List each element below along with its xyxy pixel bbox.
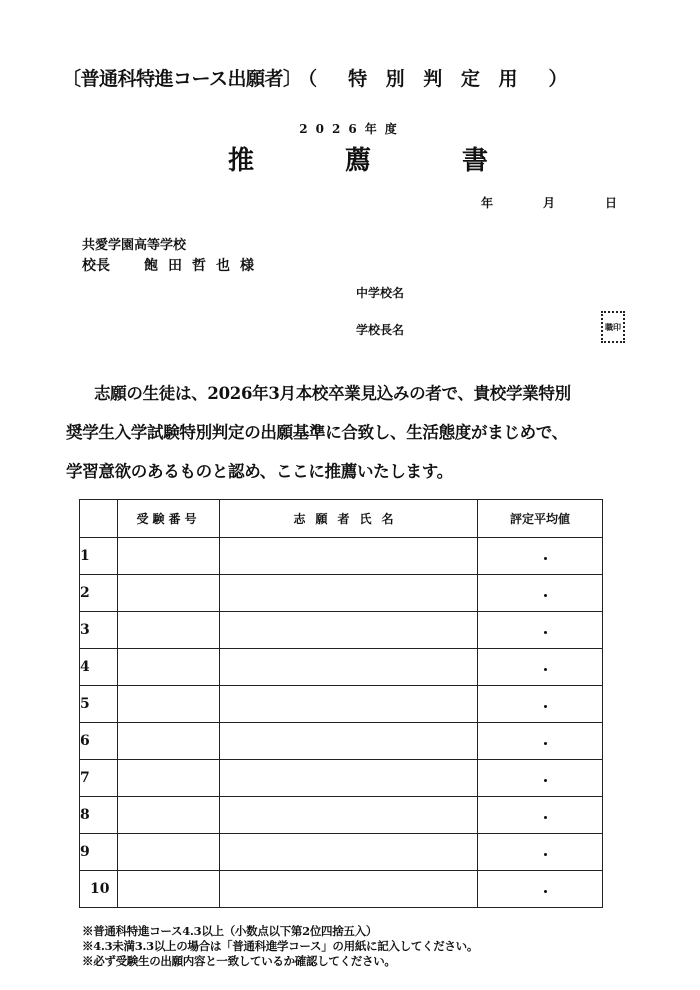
header-no xyxy=(80,500,118,538)
table-row xyxy=(80,612,603,649)
official-seal-box xyxy=(601,311,625,343)
applicant-name-cell[interactable] xyxy=(220,612,478,649)
note-line: ※4.3未満3.3以上の場合は「普通科進学コース」の用紙に記入してください。 xyxy=(82,939,479,953)
applicant-name-cell[interactable] xyxy=(220,575,478,612)
grade-average-cell[interactable] xyxy=(478,834,603,871)
header-applicant-name: 志願者氏名 xyxy=(220,500,478,538)
grade-average-cell[interactable] xyxy=(478,575,603,612)
grade-average-cell[interactable] xyxy=(478,797,603,834)
table-row xyxy=(80,723,603,760)
grade-average-cell[interactable] xyxy=(478,686,603,723)
exam-number-cell[interactable] xyxy=(118,797,220,834)
exam-number-cell[interactable] xyxy=(118,686,220,723)
exam-number-cell[interactable] xyxy=(118,649,220,686)
header-exam-number: 受験番号 xyxy=(118,500,220,538)
grade-average-cell[interactable] xyxy=(478,538,603,575)
grade-average-cell[interactable] xyxy=(478,723,603,760)
table-header-row xyxy=(80,500,603,538)
exam-number-cell[interactable] xyxy=(118,723,220,760)
addressee-school: 共愛学園高等学校 xyxy=(82,238,187,253)
document-title xyxy=(228,140,488,177)
exam-number-cell[interactable] xyxy=(118,612,220,649)
table-row xyxy=(80,686,603,723)
body-line: 学習意欲のあるものと認め、ここに推薦いたします。 xyxy=(66,462,453,481)
addressee-principal xyxy=(82,255,264,275)
applicant-table xyxy=(79,499,603,908)
row-number: 7 xyxy=(80,760,118,797)
title-char: 薦 xyxy=(344,146,371,176)
applicant-name-cell[interactable] xyxy=(220,686,478,723)
applicant-name-cell[interactable] xyxy=(220,723,478,760)
seal-label: 職印 xyxy=(605,321,621,332)
date-month-label: 月 xyxy=(543,196,556,210)
body-line: 志願の生徒は、2026年3月本校卒業見込みの者で、貴校学業特別 xyxy=(94,384,571,403)
table-row xyxy=(80,871,603,908)
date-year-label: 年 xyxy=(481,196,494,210)
notes xyxy=(82,924,478,969)
decimal-point-mark xyxy=(544,853,547,856)
row-number: 6 xyxy=(80,723,118,760)
decimal-point-mark xyxy=(544,631,547,634)
exam-number-cell[interactable] xyxy=(118,834,220,871)
course-label: 〔普通科特進コース出願者〕 xyxy=(62,68,302,90)
applicant-name-cell[interactable] xyxy=(220,797,478,834)
decimal-point-mark xyxy=(544,705,547,708)
row-number: 2 xyxy=(80,575,118,612)
decimal-point-mark xyxy=(544,557,547,560)
principal-title: 校長 xyxy=(82,258,110,274)
table-row xyxy=(80,649,603,686)
fiscal-year: 2026年度 xyxy=(299,122,405,136)
decimal-point-mark xyxy=(544,890,547,893)
decimal-point-mark xyxy=(544,779,547,782)
decimal-point-mark xyxy=(544,742,547,745)
table-row xyxy=(80,797,603,834)
principal-name: 飽田哲也様 xyxy=(144,258,264,274)
note-line: ※普通科特進コース4.3以上（小数点以下第2位四捨五入） xyxy=(82,924,378,938)
decimal-point-mark xyxy=(544,668,547,671)
header-grade-average: 評定平均値 xyxy=(478,500,603,538)
grade-average-cell[interactable] xyxy=(478,612,603,649)
exam-number-cell[interactable] xyxy=(118,538,220,575)
row-number: 1 xyxy=(80,538,118,575)
usage-label: （ 特 別 判 定 用 ） xyxy=(307,68,574,90)
grade-average-cell[interactable] xyxy=(478,871,603,908)
row-number: 5 xyxy=(80,686,118,723)
body-line: 奨学生入学試験特別判定の出願基準に合致し、生活態度がまじめで、 xyxy=(66,423,568,442)
form-category-header xyxy=(62,64,574,91)
exam-number-cell[interactable] xyxy=(118,575,220,612)
principal-name-label: 学校長名 xyxy=(356,323,405,337)
exam-number-cell[interactable] xyxy=(118,760,220,797)
applicant-name-cell[interactable] xyxy=(220,649,478,686)
recommendation-text xyxy=(66,374,626,491)
grade-average-cell[interactable] xyxy=(478,649,603,686)
title-char: 推 xyxy=(228,146,255,176)
applicant-name-cell[interactable] xyxy=(220,871,478,908)
row-number: 8 xyxy=(80,797,118,834)
table-row xyxy=(80,538,603,575)
note-line: ※必ず受験生の出願内容と一致しているか確認してください。 xyxy=(82,954,396,968)
table-row xyxy=(80,834,603,871)
row-number: 10 xyxy=(80,871,118,908)
date-day-label: 日 xyxy=(605,196,618,210)
exam-number-cell[interactable] xyxy=(118,871,220,908)
decimal-point-mark xyxy=(544,816,547,819)
row-number: 9 xyxy=(80,834,118,871)
applicant-name-cell[interactable] xyxy=(220,834,478,871)
table-row xyxy=(80,575,603,612)
decimal-point-mark xyxy=(544,594,547,597)
row-number: 4 xyxy=(80,649,118,686)
row-number: 3 xyxy=(80,612,118,649)
applicant-name-cell[interactable] xyxy=(220,538,478,575)
grade-average-cell[interactable] xyxy=(478,760,603,797)
title-char: 書 xyxy=(461,146,488,176)
junior-high-name-label: 中学校名 xyxy=(356,286,405,300)
table-row xyxy=(80,760,603,797)
applicant-name-cell[interactable] xyxy=(220,760,478,797)
